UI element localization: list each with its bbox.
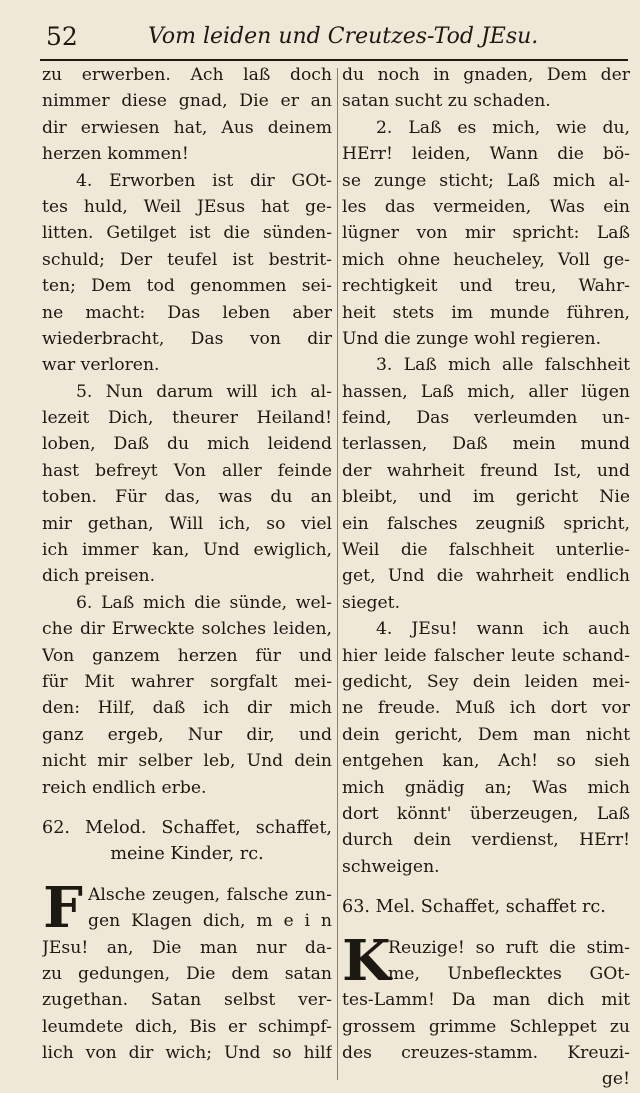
text-line: des creuzes-stamm. Kreuzi- (342, 1043, 630, 1064)
text-line: HErr! leiden, Wann die bö- (342, 144, 630, 165)
text-line: Weil die falschheit unterlie- (342, 540, 630, 561)
text-line: war verloren. (42, 355, 160, 376)
hymn-63-opening (342, 927, 630, 994)
text-line: feind, Das verleumden un- (342, 408, 630, 429)
text-line: satan sucht zu schaden. (342, 91, 551, 112)
verse-start-line: 6. Laß mich die sünde, wel- (76, 592, 332, 613)
verse-start-line: 4. JEsu! wann ich auch (376, 619, 630, 640)
text-line: me, Unbeflecktes GOt- (388, 963, 630, 984)
text-line: nimmer diese gnad, Die er an (42, 91, 332, 112)
text-line: reich endlich erbe. (42, 777, 207, 798)
text-line: entgehen kan, Ach! so sieh (342, 751, 630, 772)
text-line: mir gethan, Will ich, so viel (42, 513, 332, 534)
verse-start-line: 3. Laß mich alle falschheit (376, 355, 630, 376)
text-line: herzen kommen! (42, 144, 189, 165)
text-line: se zunge sticht; Laß mich al- (342, 170, 630, 191)
text-line: ich immer kan, Und ewiglich, (42, 540, 332, 561)
verse-start-line: 2. Laß es mich, wie du, (376, 117, 630, 138)
text-line: che dir Erweckte solches leiden, (42, 619, 332, 640)
verse-start-line: 4. Erworben ist dir GOt- (76, 170, 332, 191)
text-line: lezeit Dich, theurer Heiland! (42, 408, 332, 429)
text-line: ganz ergeb, Nur dir, und (42, 724, 332, 745)
text-line: ein falsches zeugniß spricht, (342, 513, 630, 534)
page-number: 52 (46, 22, 78, 51)
text-line: mich gnädig an; Was mich (342, 777, 630, 798)
hymn-62-melody: meine Kinder, rc. (110, 844, 264, 865)
text-line: gedicht, Sey dein leiden mei- (342, 671, 630, 692)
text-line: zugethan. Satan selbst ver- (42, 990, 332, 1011)
right-column (342, 62, 630, 1093)
text-line: Reuzige! so ruft die stim- (388, 937, 630, 958)
text-line: toben. Für das, was du an (42, 487, 332, 508)
text-line: les das vermeiden, Was ein (342, 196, 630, 217)
text-line: hast befreyt Von aller feinde (42, 460, 332, 481)
text-line: grossem grimme Schleppet zu (342, 1016, 630, 1037)
text-line: sieget. (342, 592, 401, 613)
text-line: für Mit wahrer sorgfalt mei- (42, 671, 332, 692)
text-line: mich ohne heucheley, Voll ge- (342, 249, 630, 270)
text-line: ne freude. Muß ich dort vor (342, 698, 630, 719)
text-line: JEsu! an, Die man nur da- (42, 937, 332, 958)
text-line: ge! (601, 1069, 630, 1090)
text-line: zu erwerben. Ach laß doch (42, 65, 332, 85)
header-rule (40, 59, 628, 61)
text-line: ne macht: Das leben aber (42, 302, 332, 323)
text-line: Von ganzem herzen für und (42, 645, 332, 666)
text-line: schweigen. (342, 856, 440, 877)
drop-cap: F (43, 874, 83, 941)
text-line: dich preisen. (42, 566, 156, 587)
verse-start-line: 5. Nun darum will ich al- (76, 381, 332, 402)
column-divider (337, 68, 338, 1080)
text-line: get, Und die wahrheit endlich (342, 566, 630, 587)
text-line: tes huld, Weil JEsus hat ge- (42, 196, 332, 217)
text-line: hier leide falscher leute schand- (342, 645, 630, 666)
text-line: durch dein verdienst, HErr! (342, 830, 630, 851)
text-line: heit stets im munde führen, (342, 302, 630, 323)
text-line: bleibt, und im gericht Nie (342, 487, 630, 508)
text-line: wiederbracht, Das von dir (42, 328, 332, 349)
hymn-63-heading: 63. Mel. Schaffet, schaffet rc. (342, 897, 606, 918)
text-line: loben, Daß du mich leidend (42, 434, 332, 455)
text-line: leumdete dich, Bis er schimpf- (42, 1016, 332, 1037)
text-line: rechtigkeit und treu, Wahr- (342, 276, 630, 297)
left-column (42, 62, 332, 1066)
text-line: terlassen, Daß mein mund (342, 434, 630, 455)
text-line: den: Hilf, daß ich dir mich (42, 698, 332, 719)
text-line: Alsche zeugen, falsche zun- (88, 884, 332, 905)
text-line: nicht mir selber leb, Und dein (42, 751, 332, 772)
hymn-62-opening (42, 874, 332, 941)
text-line: dein gericht, Dem man nicht (342, 724, 630, 745)
text-line: tes-Lamm! Da man dich mit (342, 990, 630, 1011)
text-line: lügner von mir spricht: Laß (342, 223, 630, 244)
text-line: zu gedungen, Die dem satan (42, 963, 332, 984)
text-line: schuld; Der teufel ist bestrit- (42, 249, 332, 270)
text-line: gen Klagen dich, m e i n (88, 911, 332, 932)
text-line: ten; Dem tod genommen sei- (42, 276, 332, 297)
text-line: du noch in gnaden, Dem der (342, 65, 630, 85)
text-line: dir erwiesen hat, Aus deinem (42, 117, 332, 138)
text-line: hassen, Laß mich, aller lügen (342, 381, 630, 402)
text-line: der wahrheit freund Ist, und (342, 460, 630, 481)
text-line: dort könnt' überzeugen, Laß (342, 803, 630, 824)
text-line: Und die zunge wohl regieren. (342, 328, 602, 349)
running-title: Vom leiden und Creutzes-Tod JEsu. (148, 24, 539, 49)
text-line: litten. Getilget ist die sünden- (42, 223, 332, 244)
hymn-62-heading: 62. Melod. Schaffet, schaffet, (42, 817, 332, 838)
drop-cap: K (342, 927, 391, 994)
page-header (40, 18, 620, 58)
text-line: lich von dir wich; Und so hilf (42, 1043, 332, 1064)
